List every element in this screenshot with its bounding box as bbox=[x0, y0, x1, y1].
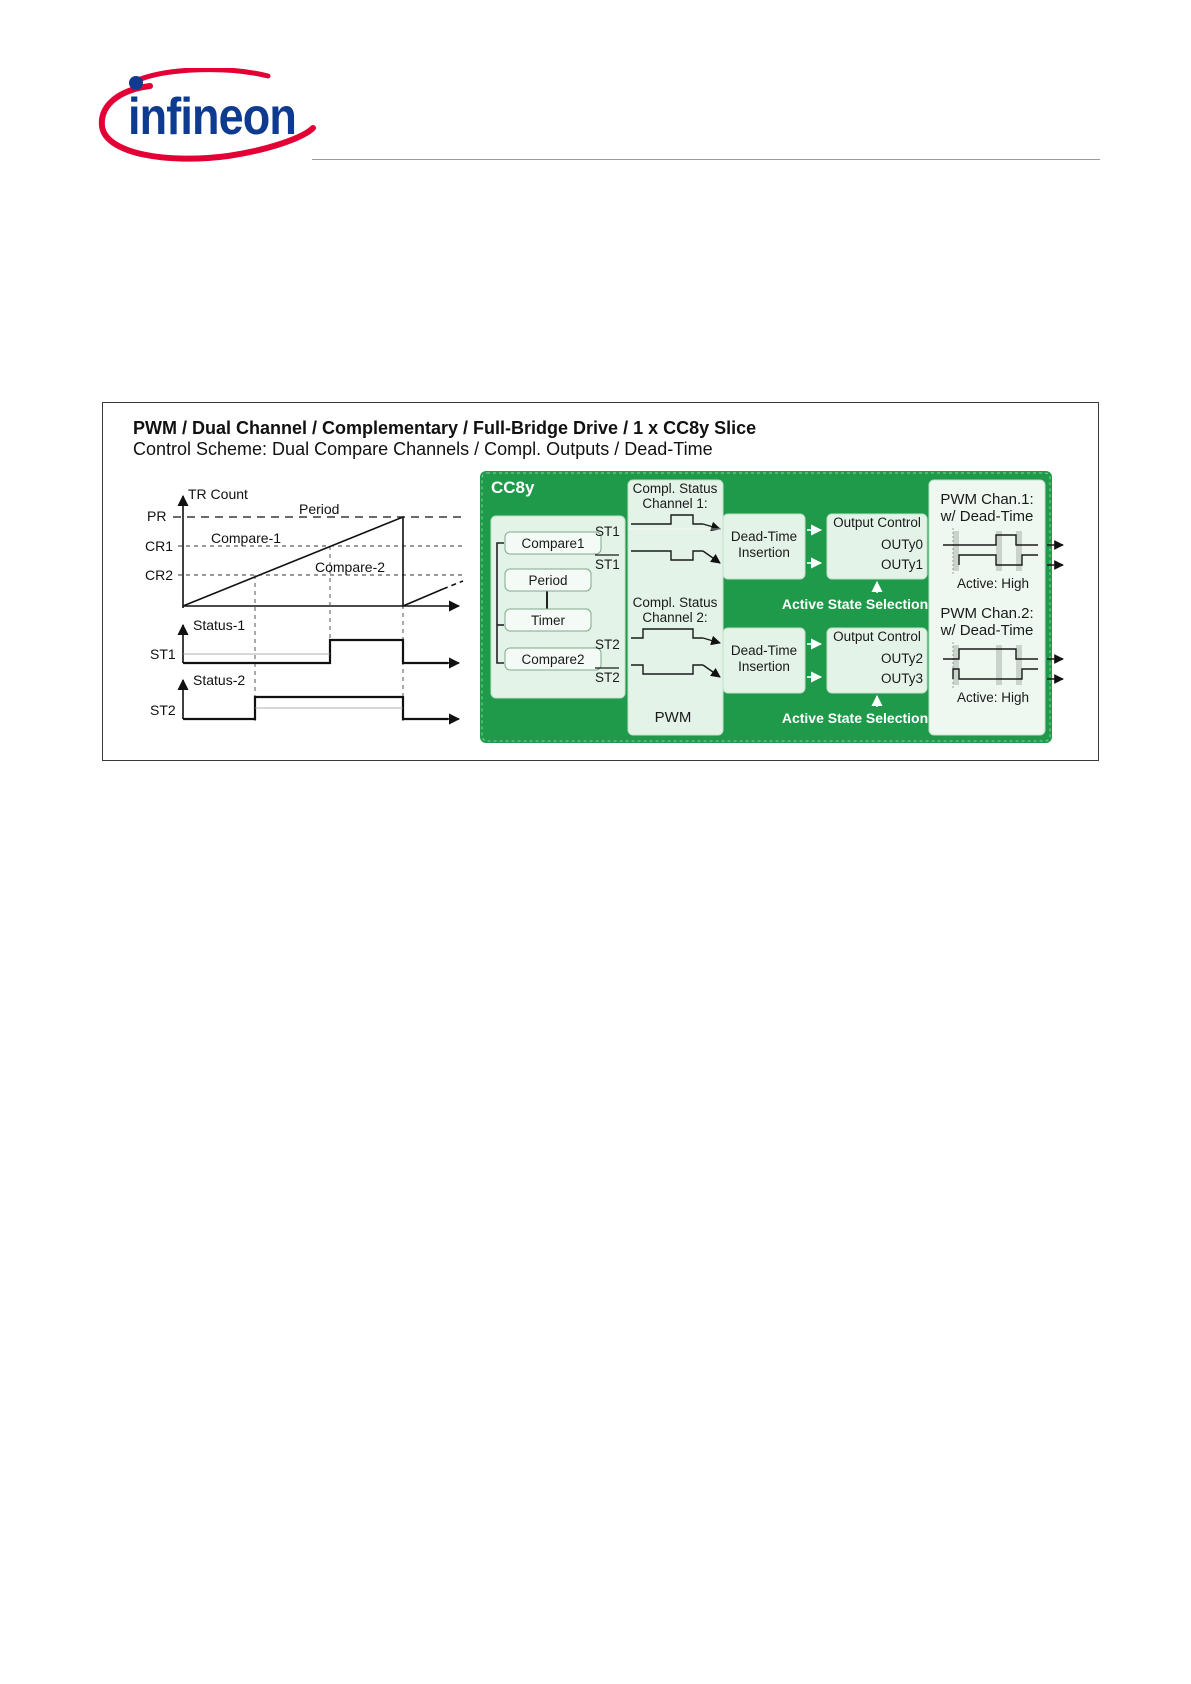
timing-diagram bbox=[145, 486, 463, 721]
compl-status-ch2-l1: Compl. Status bbox=[632, 595, 718, 610]
compl-status-ch2-l2: Channel 2: bbox=[642, 610, 708, 625]
st2-bar-out-label: ST2 bbox=[595, 670, 620, 685]
pwm-chan2-l2: w/ Dead-Time bbox=[940, 622, 1034, 639]
figure-frame bbox=[102, 402, 1099, 761]
pwm-chan1-l1: PWM Chan.1: bbox=[940, 491, 1034, 508]
pwm-diagram bbox=[103, 403, 1100, 762]
tr-count-label: TR Count bbox=[188, 486, 248, 502]
outy2-label: OUTy2 bbox=[880, 651, 923, 666]
pwm-chan1-l2: w/ Dead-Time bbox=[940, 508, 1034, 525]
timer-box: Timer bbox=[531, 613, 565, 628]
outy3-label: OUTy3 bbox=[880, 671, 923, 686]
compl-status-ch1-l1: Compl. Status bbox=[632, 481, 718, 496]
pr-label: PR bbox=[147, 508, 167, 524]
compare2-box: Compare2 bbox=[521, 652, 585, 667]
dead-time1-l1: Dead-Time bbox=[730, 529, 798, 544]
outy0-label: OUTy0 bbox=[880, 537, 923, 552]
cr2-label: CR2 bbox=[145, 567, 174, 583]
cr1-label: CR1 bbox=[145, 538, 174, 554]
st2-label: ST2 bbox=[150, 702, 176, 718]
pwm-chan2-l1: PWM Chan.2: bbox=[940, 605, 1034, 622]
st1-out-label: ST1 bbox=[595, 524, 620, 539]
active-state-selection-1: Active State Selection bbox=[781, 596, 929, 612]
period-box: Period bbox=[528, 573, 568, 588]
cc8y-block bbox=[480, 471, 1052, 743]
compare2-label: Compare-2 bbox=[315, 559, 386, 575]
outy1-label: OUTy1 bbox=[880, 557, 923, 572]
active-high-1: Active: High bbox=[956, 576, 1030, 591]
dead-time1-l2: Insertion bbox=[738, 545, 790, 560]
header-rule bbox=[312, 159, 1100, 160]
compare1-label: Compare-1 bbox=[211, 530, 282, 546]
output-control2: Output Control bbox=[833, 629, 921, 644]
dead-time2-l2: Insertion bbox=[738, 659, 790, 674]
st2-out-label: ST2 bbox=[595, 637, 620, 652]
st1-bar-out-label: ST1 bbox=[595, 557, 620, 572]
figure-subtitle: Control Scheme: Dual Compare Channels / Compl. Outputs / Dead-Time bbox=[133, 439, 713, 459]
status2-label: Status-2 bbox=[193, 672, 246, 688]
active-high-2: Active: High bbox=[956, 690, 1030, 705]
output-control1: Output Control bbox=[833, 515, 921, 530]
infineon-logo bbox=[98, 68, 318, 166]
active-state-selection-2: Active State Selection bbox=[781, 710, 929, 726]
dead-time2-l1: Dead-Time bbox=[730, 643, 798, 658]
logo-wordmark: infineon bbox=[128, 88, 296, 146]
status1-label: Status-1 bbox=[193, 617, 246, 633]
compl-status-ch1-l2: Channel 1: bbox=[642, 496, 708, 511]
st1-label: ST1 bbox=[150, 646, 176, 662]
period-label: Period bbox=[299, 501, 340, 517]
compare1-box: Compare1 bbox=[521, 536, 585, 551]
pwm-label: PWM bbox=[654, 709, 692, 726]
cc8y-label: CC8y bbox=[491, 478, 535, 497]
figure-title: PWM / Dual Channel / Complementary / Full-Bridge Drive / 1 x CC8y Slice bbox=[133, 418, 757, 438]
